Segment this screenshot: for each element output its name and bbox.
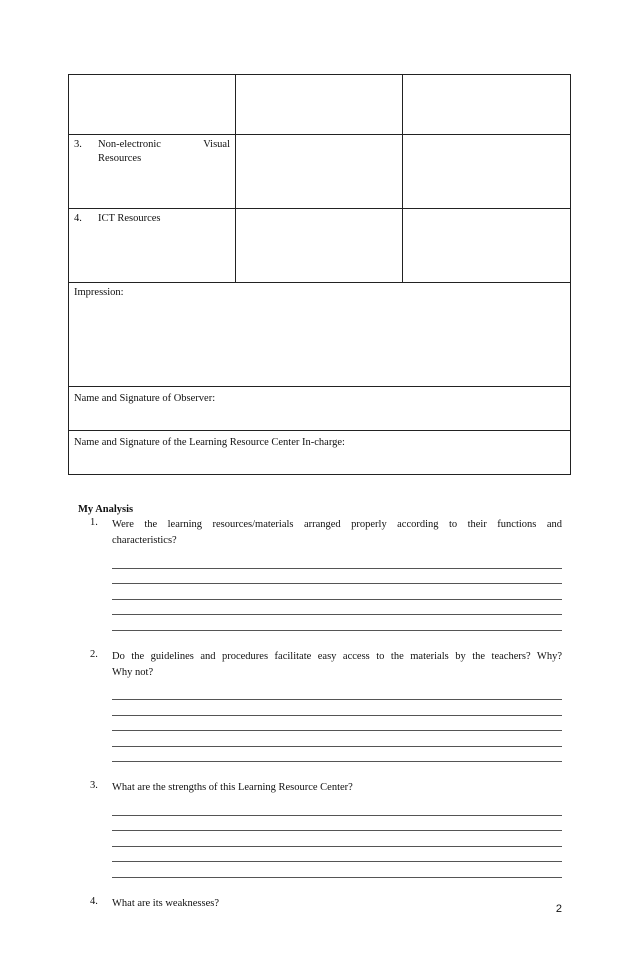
observation-table xyxy=(68,74,571,475)
question-number: 4. xyxy=(90,895,98,907)
answer-line[interactable] xyxy=(112,716,562,732)
row-label-part: Resources xyxy=(98,153,142,164)
incharge-label: Name and Signature of the Learning Resource Center In-charge: xyxy=(74,437,345,448)
page-number: 2 xyxy=(555,903,562,915)
answer-lines[interactable] xyxy=(112,800,562,878)
answer-lines[interactable] xyxy=(112,685,562,763)
question-text: What are its weaknesses? xyxy=(112,897,219,909)
answer-line[interactable] xyxy=(112,685,562,701)
answer-line[interactable] xyxy=(112,700,562,716)
entry-cell[interactable] xyxy=(236,75,403,135)
question-3 xyxy=(78,780,562,878)
impression-cell[interactable] xyxy=(69,283,571,387)
question-number: 2. xyxy=(90,648,98,660)
answer-line[interactable] xyxy=(112,615,562,631)
entry-cell[interactable] xyxy=(403,209,571,283)
question-text: Do the guidelines and procedures facilitate easy access to the materials by the teachers? Why? xyxy=(112,650,562,662)
observer-label: Name and Signature of Observer: xyxy=(74,393,216,404)
answer-line[interactable] xyxy=(112,747,562,763)
impression-label: Impression: xyxy=(74,287,124,298)
question-text: Why not? xyxy=(112,666,154,678)
row-number: 4. xyxy=(74,213,82,224)
answer-line[interactable] xyxy=(112,569,562,585)
row-number: 3. xyxy=(74,139,82,150)
answer-line[interactable] xyxy=(112,553,562,569)
table-row-non-electronic xyxy=(69,135,571,209)
answer-line[interactable] xyxy=(112,862,562,878)
analysis-section xyxy=(78,504,562,912)
answer-line[interactable] xyxy=(112,731,562,747)
answer-lines[interactable] xyxy=(112,553,562,631)
answer-line[interactable] xyxy=(112,847,562,863)
table-row-continued xyxy=(69,75,571,135)
answer-line[interactable] xyxy=(112,816,562,832)
resource-cell xyxy=(69,135,236,209)
row-label-part: Visual xyxy=(203,139,230,150)
row-label-part: Non-electronic xyxy=(98,139,161,150)
resource-cell xyxy=(69,75,236,135)
question-text: characteristics? xyxy=(112,535,177,546)
entry-cell[interactable] xyxy=(236,135,403,209)
entry-cell[interactable] xyxy=(403,135,571,209)
question-1 xyxy=(78,517,562,631)
table-row-ict xyxy=(69,209,571,283)
entry-cell[interactable] xyxy=(403,75,571,135)
answer-line[interactable] xyxy=(112,600,562,616)
observer-cell[interactable] xyxy=(69,387,571,431)
impression-row xyxy=(69,283,571,387)
incharge-cell[interactable] xyxy=(69,431,571,475)
question-number: 3. xyxy=(90,780,98,791)
answer-line[interactable] xyxy=(112,831,562,847)
question-text: What are the strengths of this Learning Resource Center? xyxy=(112,782,353,793)
analysis-heading: My Analysis xyxy=(78,504,134,515)
question-number: 1. xyxy=(90,517,98,528)
question-4 xyxy=(78,896,562,912)
row-label: ICT Resources xyxy=(98,213,161,224)
resource-cell xyxy=(69,209,236,283)
question-text: Were the learning resources/materials arranged properly according to their functions and xyxy=(112,519,562,530)
observer-row xyxy=(69,387,571,431)
incharge-row xyxy=(69,431,571,475)
question-2 xyxy=(78,649,562,763)
answer-line[interactable] xyxy=(112,584,562,600)
entry-cell[interactable] xyxy=(236,209,403,283)
answer-line[interactable] xyxy=(112,800,562,816)
